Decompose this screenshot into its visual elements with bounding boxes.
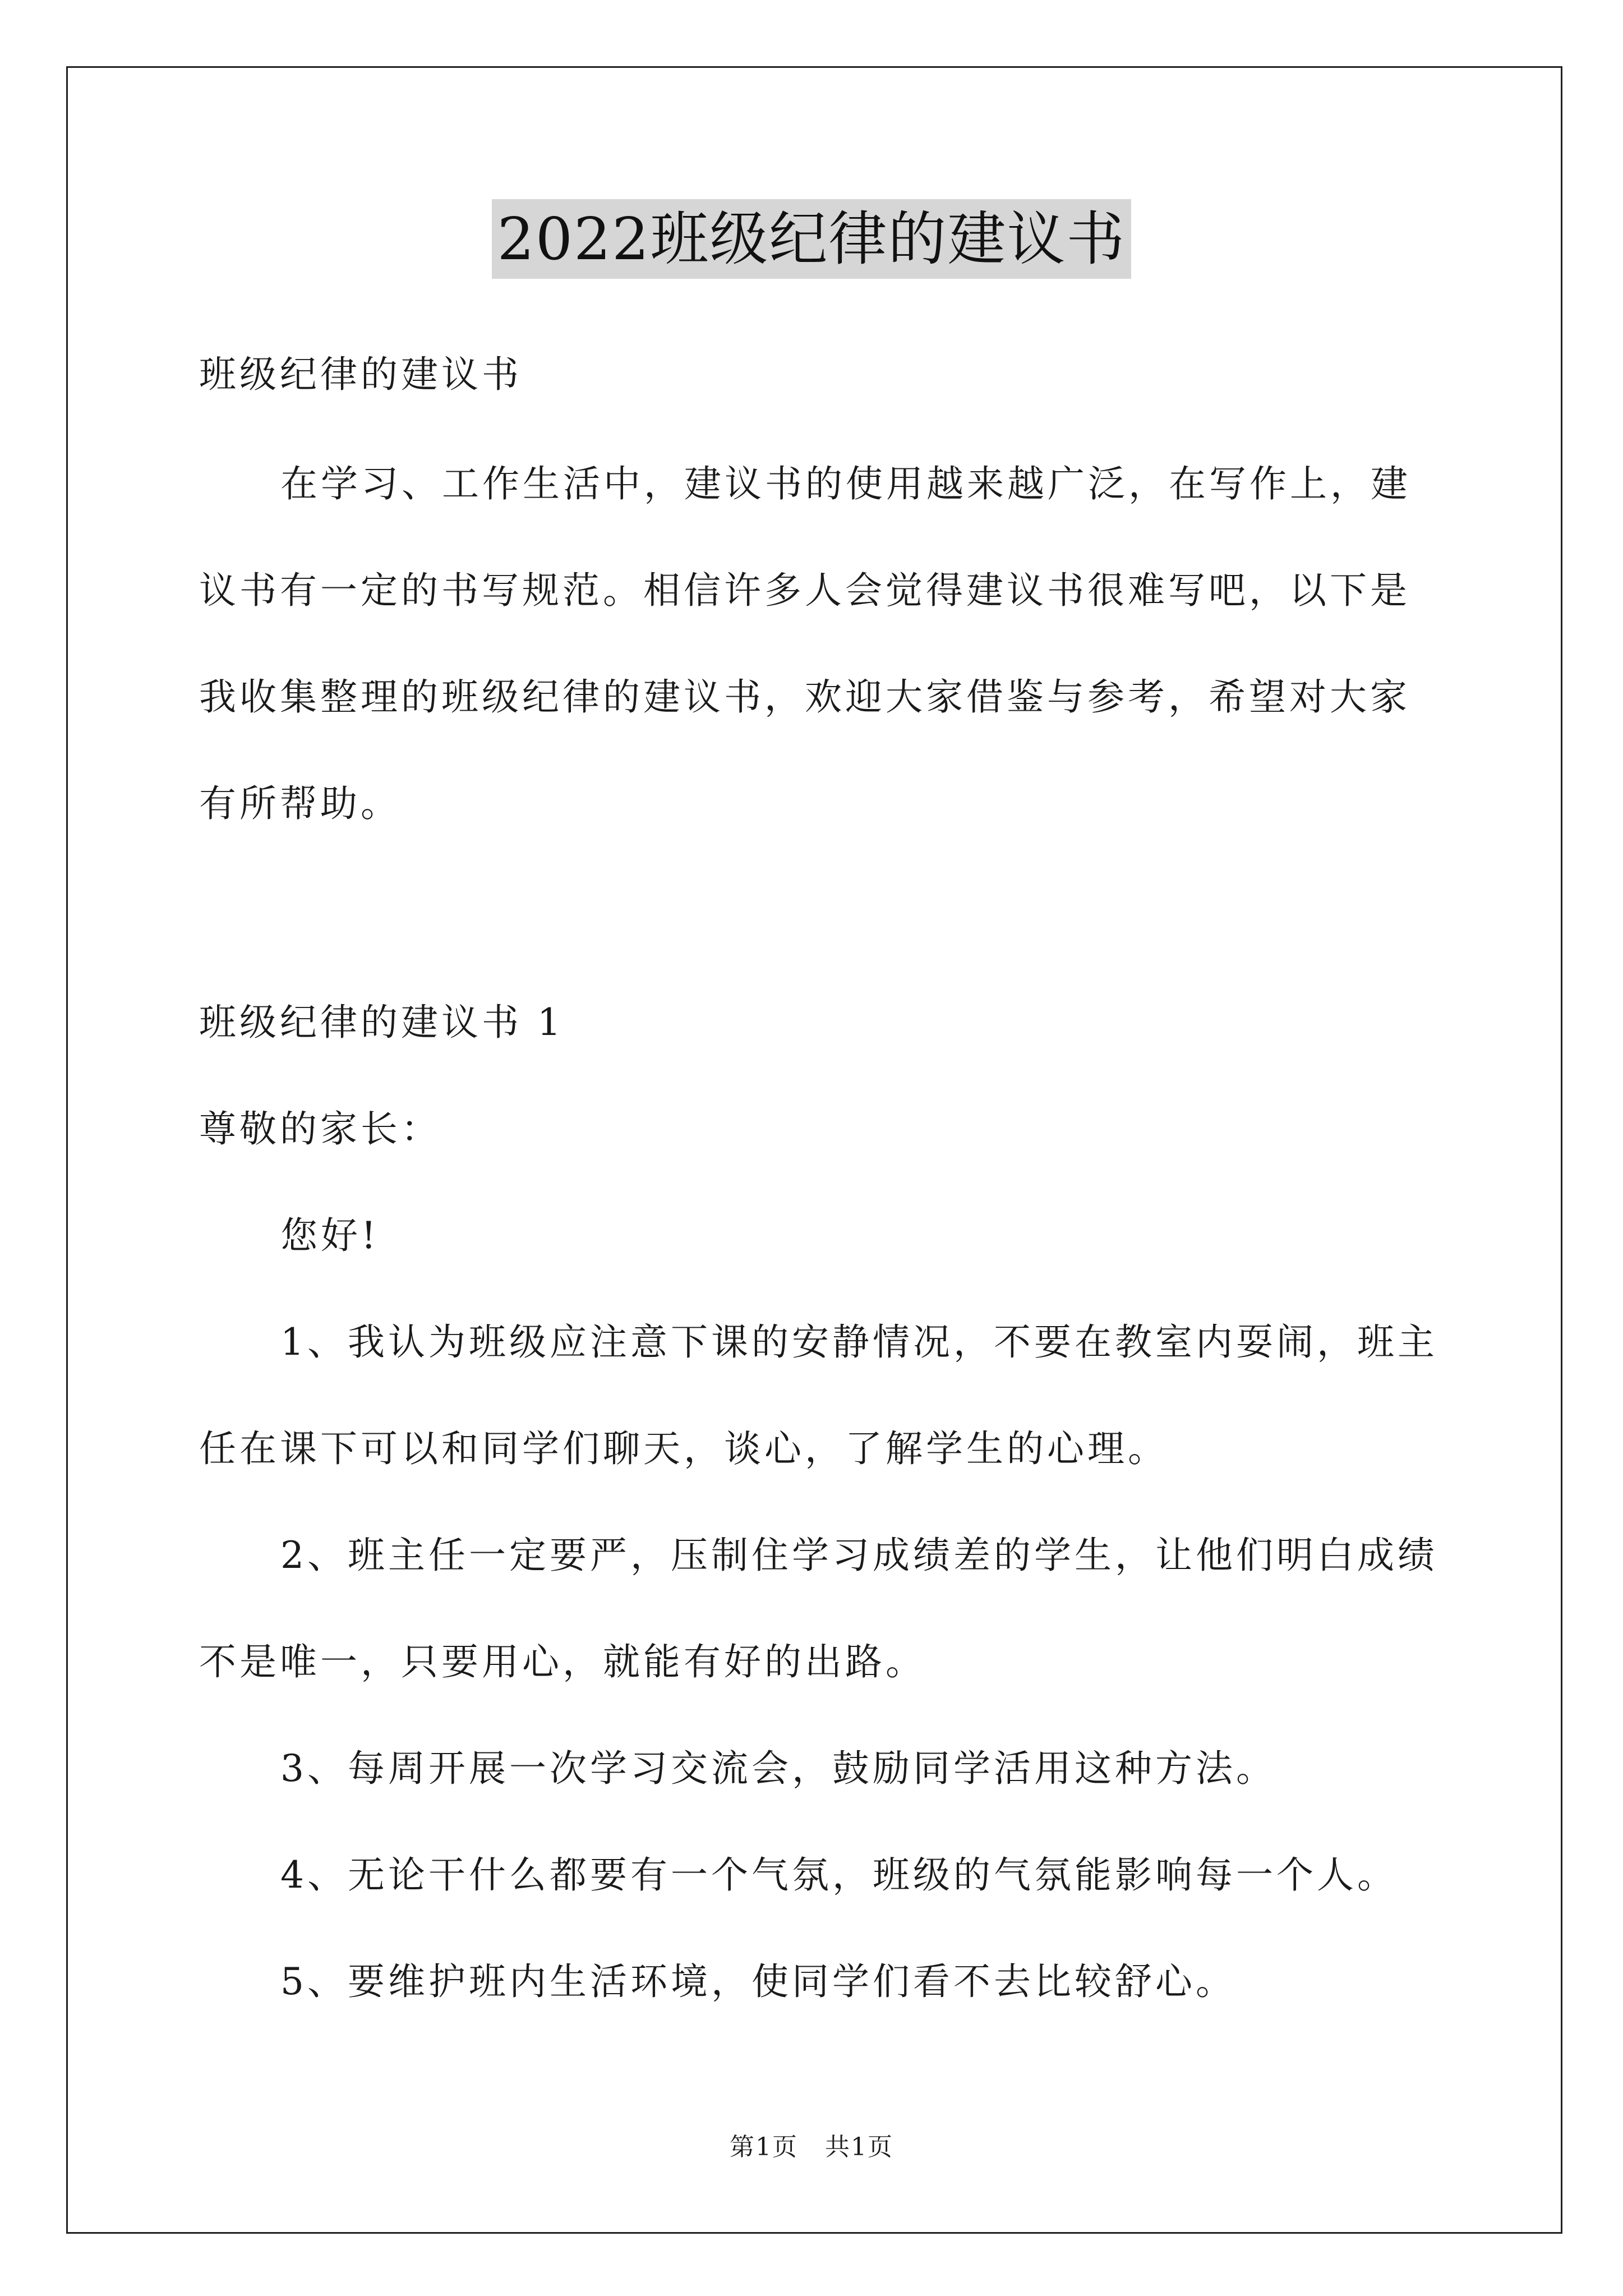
title-container (0, 199, 1623, 279)
item-3: 3、每周开展一次学习交流会，鼓励同学活用这种方法。 (280, 1747, 1276, 1790)
page-total: 共1页 (824, 2133, 893, 2161)
intro-line-2: 议书有一定的书写规范。相信许多人会觉得建议书很难写吧，以下是 (199, 569, 1410, 612)
intro-line-4: 有所帮助。 (199, 782, 401, 825)
intro-line-3: 我收集整理的班级纪律的建议书，欢迎大家借鉴与参考，希望对大家 (199, 675, 1410, 719)
document-title: 2022班级纪律的建议书 (492, 199, 1132, 279)
item-4: 4、无论干什么都要有一个气氛，班级的气氛能影响每一个人。 (280, 1853, 1398, 1897)
section-heading: 班级纪律的建议书 1 (199, 1001, 564, 1044)
item-1-line-1: 1、我认为班级应注意下课的安静情况，不要在教室内耍闹，班主 (280, 1320, 1438, 1364)
salutation: 尊敬的家长： (199, 1107, 441, 1151)
item-5: 5、要维护班内生活环境，使同学们看不去比较舒心。 (280, 1960, 1236, 2003)
footer-spacer (798, 2133, 825, 2161)
item-2-line-2: 不是唯一，只要用心，就能有好的出路。 (199, 1640, 926, 1683)
page-number: 第1页 (730, 2133, 799, 2161)
intro-line-1: 在学习、工作生活中，建议书的使用越来越广泛，在写作上，建 (280, 462, 1411, 505)
intro-heading: 班级纪律的建议书 (199, 353, 522, 396)
greeting: 您好! (280, 1214, 380, 1257)
item-2-line-1: 2、班主任一定要严，压制住学习成绩差的学生，让他们明白成绩 (280, 1534, 1438, 1577)
page-footer (0, 2132, 1623, 2163)
item-1-line-2: 任在课下可以和同学们聊天，谈心，了解学生的心理。 (199, 1427, 1168, 1470)
